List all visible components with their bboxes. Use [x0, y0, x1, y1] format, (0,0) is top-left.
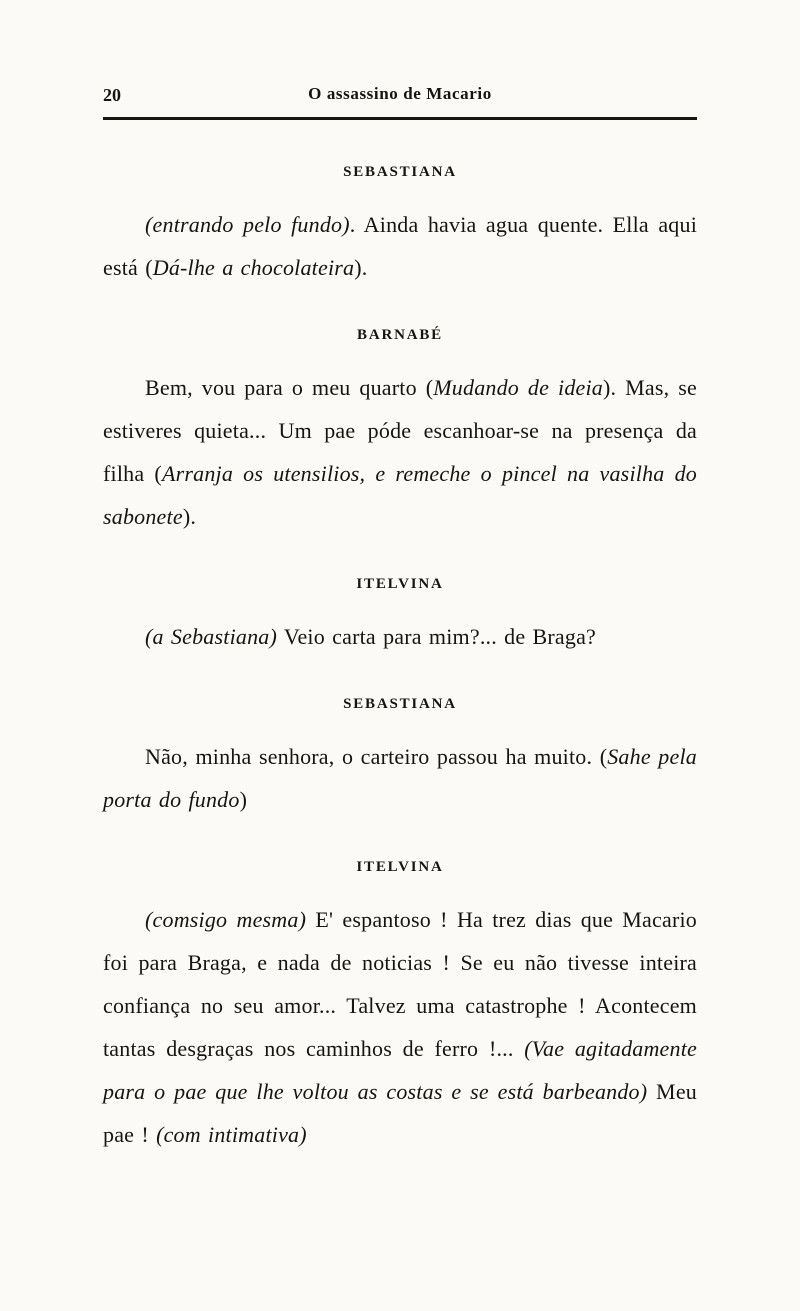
- dialogue-container: [103, 164, 697, 1156]
- running-title: O assassino de Macario: [308, 84, 492, 103]
- dialogue-text: Meu pae !: [103, 1079, 697, 1147]
- dialogue-text: ).: [182, 504, 197, 529]
- page-number: 20: [103, 85, 121, 105]
- dialogue-text: Não, minha senhora, o carteiro passou ha muito. (: [145, 744, 608, 769]
- stage-direction: (comsigo mesma): [145, 907, 307, 932]
- speaker-name: ITELVINA: [356, 576, 444, 592]
- stage-direction: Dá-lhe a chocolateira: [152, 255, 355, 280]
- dialogue-paragraph: [103, 203, 697, 289]
- dialogue-text: ). Mas, se estiveres quieta... Um pae póde escanhoar-se na presença da filha (: [103, 375, 697, 486]
- stage-direction: Mudando de ideia: [433, 375, 603, 400]
- dialogue-text: . Ainda havia agua quente. Ella aqui está (: [103, 212, 698, 280]
- dialogue-text: E' espantoso ! Ha trez dias que Macario foi para Braga, e nada de noticias ! Se eu não tivesse inteira confiança no seu amor... Talvez uma catastrophe ! Acontecem tantas desgraças nos caminhos de ferro !...: [103, 907, 697, 1061]
- page-header: [103, 84, 697, 110]
- speaker-name: BARNABÉ: [357, 327, 443, 343]
- stage-direction: (com intimativa): [156, 1122, 307, 1147]
- stage-direction: (entrando pelo fundo): [145, 212, 350, 237]
- dialogue-text: Bem, vou para o meu quarto (: [145, 375, 434, 400]
- dialogue-text: Veio carta para mim?... de Braga?: [277, 624, 596, 649]
- stage-direction: (Vae agitadamente para o pae que lhe voltou as costas e se está barbeando): [103, 1036, 697, 1104]
- speaker-name: SEBASTIANA: [343, 164, 457, 180]
- header-rule: [103, 117, 697, 120]
- dialogue-paragraph: [103, 735, 697, 821]
- dialogue-paragraph: [103, 366, 697, 538]
- stage-direction: (a Sebastiana): [145, 624, 278, 649]
- speaker-name: SEBASTIANA: [343, 696, 457, 712]
- dialogue-text: ).: [354, 255, 368, 280]
- stage-direction: Arranja os utensilios, e remeche o pincel na vasilha do sabonete: [103, 461, 697, 529]
- dialogue-paragraph: [103, 615, 697, 658]
- speaker-name: ITELVINA: [356, 859, 444, 875]
- dialogue-text: ): [239, 787, 248, 812]
- stage-direction: Sahe pela porta do fundo: [103, 744, 697, 812]
- dialogue-paragraph: [103, 898, 697, 1156]
